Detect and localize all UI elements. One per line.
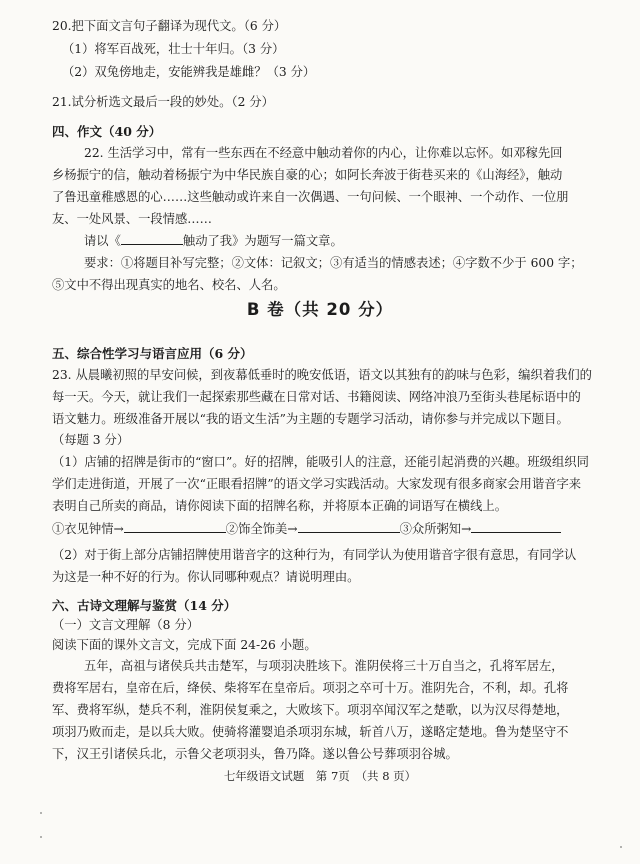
classical-text-line: 费将军居右，皇帝在后，绛侯、柴将军在皇帝后。项羽之卒可十万。淮阴先合，不利，却。孔将 (52, 681, 569, 695)
question-23-line-4: （每题 3 分） (52, 433, 130, 447)
question-23-part-2-line-1: （2）对于街上部分店铺招牌使用谐音字的这种行为，有同学认为使用谐音字很有意思，有同学认 (52, 548, 577, 562)
answer-blank-1 (124, 521, 226, 533)
essay-requirements-1: 要求：①将题目补写完整；②文体：记叙文；③有适当的情感表述；④字数不少于 600 字； (84, 256, 583, 270)
classical-text-line: 下，汉王引诸侯兵北，示鲁父老项羽头，鲁乃降。遂以鲁公号葬项羽谷城。 (52, 747, 458, 761)
scan-speck (40, 836, 42, 838)
homophone-3: ③众所粥知→ (399, 522, 472, 536)
essay-prompt (84, 233, 580, 249)
question-20-sentence-1: （1）将军百战死，壮士十年归。（3 分） (62, 42, 285, 56)
scan-speck (40, 812, 42, 814)
question-22-line-2: 乡杨振宁的信，触动着杨振宁为中华民族自豪的心；如阿长奔波于街巷买来的《山海经》，触动 (52, 168, 563, 182)
question-23-part-1-line-3: 表明自己所卖的商品，请你阅读下面的招牌名称，并将原本正确的词语写在横线上。 (52, 499, 507, 513)
subsection-1-heading: （一）文言文理解（8 分） (52, 618, 199, 632)
classical-text-line: 军、费将军纵，楚兵不利，淮阴侯复乘之，大败垓下。项羽卒闻汉军之楚歌，以为汉尽得楚地， (52, 703, 569, 717)
answer-blank-2 (298, 521, 400, 533)
answer-blank-3 (471, 521, 561, 533)
question-21: 21.试分析选文最后一段的妙处。（2 分） (52, 95, 274, 109)
page-footer: 七年级语文试题 第 7页 （共 8 页） (223, 769, 417, 783)
essay-prompt-end: 触动了我》为题写一篇文章。 (182, 234, 343, 248)
section-b-title: B 卷（共 20 分） (246, 300, 394, 319)
question-23-line-2: 每一天。今天，就让我们一起探索那些藏在日常对话、书籍阅读、网络冲浪乃至街头巷尾标语中的 (52, 390, 581, 404)
question-23-line-1: 23. 从晨曦初照的早安问候，到夜幕低垂时的晚安低语，语文以其独有的韵味与色彩，编织着我们的 (52, 368, 592, 382)
section-6-heading: 六、古诗文理解与鉴赏（14 分） (52, 598, 237, 613)
reading-instruction: 阅读下面的课外文言文，完成下面 24-26 小题。 (52, 638, 317, 652)
essay-prompt-start: 请以《 (84, 234, 121, 248)
question-23-part-1-line-1: （1）店铺的招牌是街市的“窗口”。好的招牌，能吸引人的注意，还能引起消费的兴趣。班级组织同 (52, 455, 589, 469)
question-22-line-1: 22. 生活学习中，常有一些东西在不经意中触动着你的内心，让你难以忘怀。如邓稼先回 (84, 146, 563, 160)
essay-title-blank (121, 233, 183, 245)
question-23-part-1-line-2: 学们走进街道，开展了一次“正眼看招牌”的语文学习实践活动。大家发现有很多商家会用谐音字来 (52, 477, 582, 491)
question-20-sentence-2: （2）双兔傍地走，安能辨我是雄雌？（3 分） (62, 65, 316, 79)
homophone-fill-row (52, 521, 580, 537)
question-23-line-3: 语文魅力。班级准备开展以“我的语文生活”为主题的专题学习活动，请你参与并完成以下题目。 (52, 412, 569, 426)
question-20-title: 20.把下面文言句子翻译为现代文。（6 分） (52, 19, 287, 33)
essay-requirements-2: ⑤文中不得出现真实的地名、校名、人名。 (52, 278, 286, 292)
question-23-part-2-line-2: 为这是一种不好的行为。你认同哪种观点？请说明理由。 (52, 570, 360, 584)
question-22-line-3: 了鲁迅童稚感恩的心……这些触动或许来自一次偶遇、一句问候、一个眼神、一个动作、一位朋 (52, 190, 569, 204)
scan-speck (620, 846, 622, 848)
homophone-1: ①衣见钟情→ (52, 522, 124, 536)
classical-text-line: 项羽乃败而走，是以兵大败。使骑将灌婴追杀项羽东城，斩首八万，遂略定楚地。鲁为楚坚守不 (52, 725, 569, 739)
homophone-2: ②饰全饰美→ (225, 522, 298, 536)
section-4-heading: 四、作文（40 分） (52, 124, 162, 139)
section-5-heading: 五、综合性学习与语言应用（6 分） (52, 346, 253, 361)
question-22-line-4: 友、一处风景、一段情感…… (52, 212, 212, 226)
classical-text-line: 五年，高祖与诸侯兵共击楚军，与项羽决胜垓下。淮阴侯将三十万自当之，孔将军居左， (84, 659, 564, 673)
